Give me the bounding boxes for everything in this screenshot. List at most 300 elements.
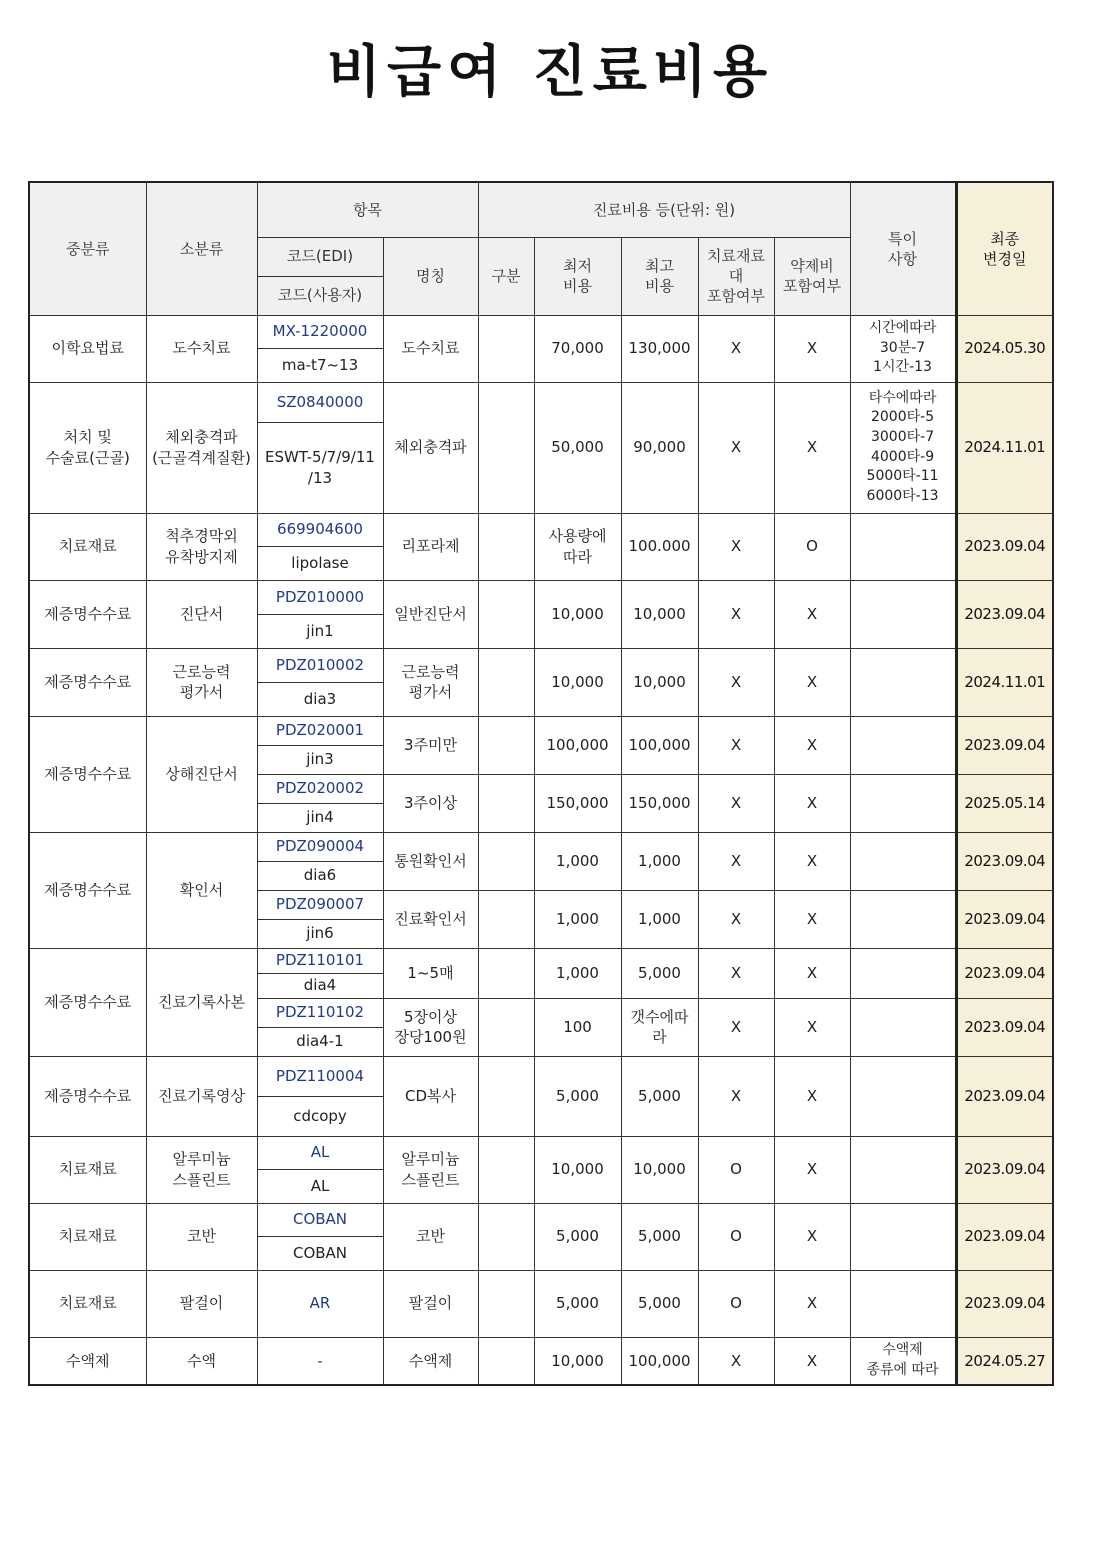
name-cell-text: 3주이상 <box>404 793 458 812</box>
code-edi-cell <box>257 998 383 1027</box>
min-cost-cell-text: 100 <box>563 1017 592 1036</box>
drug-included-cell-text: X <box>806 1160 818 1179</box>
mid-category-cell <box>29 1056 146 1136</box>
sub-category-cell-text: 체외충격파 (근골격계질환) <box>152 428 251 467</box>
material-included-cell <box>698 948 774 998</box>
division-cell <box>478 513 534 580</box>
code-edi-cell <box>257 1270 383 1337</box>
table-row <box>29 832 1053 861</box>
drug-included-cell <box>774 382 850 513</box>
last-changed-cell <box>956 315 1053 382</box>
division-cell <box>478 1136 534 1203</box>
material-included-cell <box>698 315 774 382</box>
material-included-cell-text: X <box>730 1351 742 1370</box>
drug-included-cell <box>774 774 850 832</box>
code-user-cell <box>257 1236 383 1270</box>
last-changed-cell-text: 2023.09.04 <box>964 1227 1046 1246</box>
drug-included-cell <box>774 716 850 774</box>
code-edi-cell-text: PDZ110102 <box>275 1003 365 1022</box>
code-edi-cell-text: PDZ010000 <box>275 587 365 606</box>
code-user-cell <box>257 1169 383 1203</box>
material-included-cell-text: X <box>730 963 742 982</box>
table-row <box>29 315 1053 348</box>
last-changed-cell-text: 2023.09.04 <box>964 735 1046 754</box>
name-cell <box>383 716 478 774</box>
notes-cell <box>850 648 956 716</box>
mid-category-cell-text: 제증명수수료 <box>44 880 132 899</box>
name-cell-text: 일반진단서 <box>394 604 467 623</box>
mid-category-cell-text: 제증명수수료 <box>44 764 132 783</box>
name-cell-text: 3주미만 <box>404 735 458 754</box>
mid-category-cell-text: 치료재료 <box>58 537 117 556</box>
min-cost-cell-text: 10,000 <box>551 672 604 691</box>
material-included-cell <box>698 1337 774 1385</box>
min-cost-cell-text: 1,000 <box>556 851 599 870</box>
name-cell <box>383 580 478 648</box>
max-cost-cell <box>621 890 698 948</box>
drug-included-cell-text: X <box>806 793 818 812</box>
mid-category-cell-text: 처치 및 수술료(근골) <box>45 428 130 467</box>
max-cost-cell-text: 150,000 <box>628 793 691 812</box>
header-item: 항목 <box>257 182 478 237</box>
table-row <box>29 1337 1053 1385</box>
last-changed-cell <box>956 1203 1053 1270</box>
sub-category-cell-text: 도수치료 <box>172 339 231 358</box>
min-cost-cell <box>534 1337 621 1385</box>
code-user-cell <box>257 919 383 948</box>
min-cost-cell-text: 1,000 <box>556 909 599 928</box>
sub-category-cell-text: 척추경막외 유착방지제 <box>165 527 238 566</box>
sub-category-cell-text: 알루미늄 스플린트 <box>172 1150 231 1189</box>
code-edi-cell <box>257 1136 383 1169</box>
notes-cell <box>850 1270 956 1337</box>
max-cost-cell <box>621 1136 698 1203</box>
code-user-cell <box>257 348 383 382</box>
material-included-cell-text: O <box>730 1227 742 1246</box>
name-cell <box>383 382 478 513</box>
notes-cell <box>850 580 956 648</box>
division-cell <box>478 890 534 948</box>
name-cell-text: 체외충격파 <box>394 438 467 457</box>
last-changed-cell-text: 2023.09.04 <box>964 1086 1046 1105</box>
drug-included-cell-text: X <box>806 672 818 691</box>
code-user-cell-text: jin1 <box>306 621 334 640</box>
code-edi-cell <box>257 948 383 973</box>
code-edi-cell <box>257 513 383 546</box>
header-material-included: 치료재료대 포함여부 <box>698 237 774 315</box>
material-included-cell-text: X <box>730 339 742 358</box>
notes-cell-text: 타수에따라 2000타-5 3000타-7 4000타-9 5000타-11 6000타-13 <box>866 389 939 504</box>
code-user-cell <box>257 803 383 832</box>
code-user-cell-text: dia4-1 <box>296 1032 344 1051</box>
code-user-cell-text: ma-t7~13 <box>281 355 359 374</box>
sub-category-cell-text: 진료기록영상 <box>158 1086 245 1105</box>
code-user-cell-text: lipolase <box>291 553 349 572</box>
table-row <box>29 948 1053 973</box>
material-included-cell <box>698 832 774 890</box>
drug-included-cell <box>774 948 850 998</box>
min-cost-cell-text: 사용량에 따라 <box>548 527 607 566</box>
max-cost-cell-text: 1,000 <box>638 851 681 870</box>
code-user-cell-text: cdcopy <box>293 1106 347 1125</box>
name-cell <box>383 648 478 716</box>
material-included-cell <box>698 716 774 774</box>
min-cost-cell <box>534 774 621 832</box>
sub-category-cell <box>146 832 257 948</box>
drug-included-cell <box>774 648 850 716</box>
name-cell-text: 알루미늄 스플린트 <box>401 1150 460 1189</box>
material-included-cell-text: X <box>730 1086 742 1105</box>
max-cost-cell-text: 5,000 <box>638 1227 681 1246</box>
drug-included-cell <box>774 315 850 382</box>
max-cost-cell <box>621 774 698 832</box>
code-edi-cell <box>257 716 383 745</box>
drug-included-cell <box>774 1337 850 1385</box>
header-sub-category: 소분류 <box>146 182 257 315</box>
division-cell <box>478 382 534 513</box>
max-cost-cell-text: 10,000 <box>633 672 686 691</box>
max-cost-cell <box>621 948 698 998</box>
mid-category-cell-text: 치료재료 <box>58 1227 117 1246</box>
last-changed-cell <box>956 948 1053 998</box>
code-edi-cell <box>257 580 383 614</box>
sub-category-cell <box>146 1056 257 1136</box>
sub-category-cell-text: 확인서 <box>179 880 224 899</box>
mid-category-cell-text: 제증명수수료 <box>44 672 132 691</box>
max-cost-cell-text: 100,000 <box>628 1351 691 1370</box>
notes-cell <box>850 315 956 382</box>
drug-included-cell-text: X <box>806 1227 818 1246</box>
code-edi-cell <box>257 648 383 682</box>
drug-included-cell <box>774 1056 850 1136</box>
last-changed-cell-text: 2023.09.04 <box>964 1017 1046 1036</box>
name-cell-text: 근로능력 평가서 <box>401 662 460 701</box>
header-min-cost: 최저 비용 <box>534 237 621 315</box>
mid-category-cell <box>29 716 146 832</box>
division-cell <box>478 1056 534 1136</box>
code-edi-cell <box>257 832 383 861</box>
material-included-cell-text: X <box>730 735 742 754</box>
code-user-cell-text: dia6 <box>303 866 337 885</box>
drug-included-cell <box>774 1136 850 1203</box>
code-user-cell <box>257 546 383 580</box>
mid-category-cell <box>29 580 146 648</box>
notes-cell <box>850 998 956 1056</box>
division-cell <box>478 648 534 716</box>
material-included-cell-text: O <box>730 1294 742 1313</box>
division-cell <box>478 580 534 648</box>
name-cell <box>383 890 478 948</box>
name-cell <box>383 832 478 890</box>
sub-category-cell <box>146 1203 257 1270</box>
max-cost-cell <box>621 1056 698 1136</box>
last-changed-cell <box>956 1270 1053 1337</box>
code-user-cell <box>257 1096 383 1136</box>
max-cost-cell <box>621 832 698 890</box>
division-cell <box>478 774 534 832</box>
max-cost-cell-text: 10,000 <box>633 1160 686 1179</box>
max-cost-cell <box>621 580 698 648</box>
max-cost-cell-text: 100,000 <box>628 735 691 754</box>
min-cost-cell-text: 5,000 <box>556 1294 599 1313</box>
last-changed-cell-text: 2023.09.04 <box>964 963 1046 982</box>
notes-cell-text: 시간에따라 30분-7 1시간-13 <box>868 320 937 376</box>
last-changed-cell <box>956 1056 1053 1136</box>
max-cost-cell <box>621 1270 698 1337</box>
sub-category-cell-text: 근로능력 평가서 <box>172 662 231 701</box>
last-changed-cell-text: 2023.09.04 <box>964 1160 1046 1179</box>
max-cost-cell-text: 갯수에따 라 <box>630 1007 689 1046</box>
sub-category-cell-text: 진단서 <box>179 604 224 623</box>
code-user-cell <box>257 682 383 716</box>
sub-category-cell <box>146 716 257 832</box>
notes-cell <box>850 513 956 580</box>
code-user-cell-text: COBAN <box>292 1243 348 1262</box>
name-cell-text: 팔걸이 <box>408 1294 453 1313</box>
last-changed-cell-text: 2024.05.27 <box>964 1351 1046 1370</box>
material-included-cell <box>698 382 774 513</box>
min-cost-cell <box>534 716 621 774</box>
max-cost-cell-text: 130,000 <box>628 339 691 358</box>
drug-included-cell-text: X <box>806 909 818 928</box>
sub-category-cell-text: 팔걸이 <box>179 1294 224 1313</box>
last-changed-cell <box>956 580 1053 648</box>
min-cost-cell <box>534 648 621 716</box>
table-row <box>29 1203 1053 1236</box>
name-cell-text: 진료확인서 <box>394 909 467 928</box>
notes-cell <box>850 716 956 774</box>
name-cell <box>383 315 478 382</box>
material-included-cell-text: X <box>730 793 742 812</box>
material-included-cell <box>698 774 774 832</box>
material-included-cell <box>698 1056 774 1136</box>
division-cell <box>478 716 534 774</box>
name-cell <box>383 513 478 580</box>
material-included-cell <box>698 648 774 716</box>
drug-included-cell <box>774 513 850 580</box>
code-user-cell-text: AL <box>310 1176 330 1195</box>
last-changed-cell-text: 2024.11.01 <box>964 438 1046 457</box>
mid-category-cell <box>29 1337 146 1385</box>
mid-category-cell-text: 치료재료 <box>58 1160 117 1179</box>
mid-category-cell-text: 제증명수수료 <box>44 1086 132 1105</box>
min-cost-cell <box>534 1270 621 1337</box>
min-cost-cell <box>534 832 621 890</box>
name-cell-text: 도수치료 <box>401 339 460 358</box>
code-edi-cell-text: PDZ090007 <box>275 895 365 914</box>
last-changed-cell-text: 2023.09.04 <box>964 909 1046 928</box>
sub-category-cell-text: 코반 <box>187 1227 216 1246</box>
last-changed-cell-text: 2023.09.04 <box>964 1294 1046 1313</box>
max-cost-cell <box>621 1337 698 1385</box>
last-changed-cell <box>956 648 1053 716</box>
min-cost-cell <box>534 948 621 998</box>
drug-included-cell <box>774 998 850 1056</box>
drug-included-cell-text: X <box>806 604 818 623</box>
division-cell <box>478 832 534 890</box>
mid-category-cell <box>29 648 146 716</box>
code-edi-cell-text: PDZ110101 <box>275 951 365 970</box>
mid-category-cell <box>29 1203 146 1270</box>
min-cost-cell <box>534 315 621 382</box>
header-notes: 특이 사항 <box>850 182 956 315</box>
code-edi-cell-text: 669904600 <box>277 520 363 539</box>
drug-included-cell-text: X <box>806 1017 818 1036</box>
mid-category-cell <box>29 832 146 948</box>
last-changed-cell <box>956 998 1053 1056</box>
drug-included-cell-text: X <box>806 438 818 457</box>
header-mid-category: 중분류 <box>29 182 146 315</box>
table-row <box>29 716 1053 745</box>
material-included-cell-text: X <box>730 1017 742 1036</box>
division-cell <box>478 948 534 998</box>
max-cost-cell-text: 5,000 <box>638 1294 681 1313</box>
code-edi-cell-text: AL <box>310 1143 330 1162</box>
code-user-cell <box>257 614 383 648</box>
code-edi-cell-text: AR <box>309 1294 331 1313</box>
max-cost-cell <box>621 315 698 382</box>
material-included-cell-text: X <box>730 438 742 457</box>
drug-included-cell-text: X <box>806 1351 818 1370</box>
table-row <box>29 1056 1053 1096</box>
notes-cell <box>850 948 956 998</box>
min-cost-cell-text: 150,000 <box>546 793 609 812</box>
name-cell <box>383 1136 478 1203</box>
min-cost-cell-text: 5,000 <box>556 1086 599 1105</box>
drug-included-cell-text: X <box>806 851 818 870</box>
code-user-cell-text: jin4 <box>306 808 334 827</box>
last-changed-cell <box>956 1136 1053 1203</box>
material-included-cell-text: X <box>730 537 742 556</box>
name-cell-text: 리포라제 <box>401 537 460 556</box>
header-code-edi: 코드(EDI) <box>257 237 383 276</box>
last-changed-cell-text: 2023.09.04 <box>964 851 1046 870</box>
code-edi-cell <box>257 1337 383 1385</box>
code-edi-cell-text: PDZ020002 <box>275 779 365 798</box>
code-user-cell <box>257 745 383 774</box>
material-included-cell <box>698 1270 774 1337</box>
code-edi-cell-text: COBAN <box>292 1210 348 1229</box>
max-cost-cell-text: 100.000 <box>628 537 691 556</box>
drug-included-cell-text: X <box>806 339 818 358</box>
material-included-cell <box>698 1136 774 1203</box>
mid-category-cell-text: 제증명수수료 <box>44 992 132 1011</box>
min-cost-cell-text: 1,000 <box>556 963 599 982</box>
min-cost-cell <box>534 890 621 948</box>
last-changed-cell-text: 2023.09.04 <box>964 604 1046 623</box>
code-edi-cell-text: - <box>317 1351 323 1370</box>
code-user-cell <box>257 861 383 890</box>
max-cost-cell <box>621 1203 698 1270</box>
material-included-cell-text: O <box>730 1160 742 1179</box>
notes-cell-text: 수액제 종류에 따라 <box>866 1342 939 1378</box>
mid-category-cell <box>29 948 146 1056</box>
name-cell <box>383 1056 478 1136</box>
mid-category-cell <box>29 382 146 513</box>
max-cost-cell-text: 5,000 <box>638 1086 681 1105</box>
min-cost-cell <box>534 382 621 513</box>
last-changed-cell-text: 2025.05.14 <box>964 793 1046 812</box>
notes-cell <box>850 1136 956 1203</box>
mid-category-cell <box>29 1136 146 1203</box>
name-cell-text: 코반 <box>416 1227 445 1246</box>
sub-category-cell <box>146 948 257 1056</box>
drug-included-cell <box>774 890 850 948</box>
table-row <box>29 580 1053 614</box>
last-changed-cell-text: 2024.11.01 <box>964 672 1046 691</box>
last-changed-cell-text: 2023.09.04 <box>964 537 1046 556</box>
code-user-cell-text: ESWT-5/7/9/11 /13 <box>265 448 375 487</box>
sub-category-cell <box>146 1270 257 1337</box>
division-cell <box>478 315 534 382</box>
last-changed-cell-text: 2024.05.30 <box>964 339 1046 358</box>
max-cost-cell-text: 1,000 <box>638 909 681 928</box>
mid-category-cell <box>29 513 146 580</box>
code-edi-cell-text: PDZ090004 <box>275 837 365 856</box>
code-edi-cell <box>257 774 383 803</box>
material-included-cell-text: X <box>730 851 742 870</box>
notes-cell <box>850 890 956 948</box>
notes-cell <box>850 1056 956 1136</box>
max-cost-cell <box>621 998 698 1056</box>
drug-included-cell-text: O <box>806 537 818 556</box>
mid-category-cell-text: 이학요법료 <box>51 339 124 358</box>
max-cost-cell <box>621 513 698 580</box>
table-row <box>29 513 1053 546</box>
header-division: 구분 <box>478 237 534 315</box>
min-cost-cell-text: 100,000 <box>546 735 609 754</box>
sub-category-cell-text: 수액 <box>187 1351 216 1370</box>
min-cost-cell-text: 50,000 <box>551 438 604 457</box>
code-edi-cell-text: MX-1220000 <box>272 322 368 341</box>
table-row <box>29 1136 1053 1169</box>
last-changed-cell <box>956 382 1053 513</box>
sub-category-cell <box>146 1136 257 1203</box>
code-edi-cell-text: SZ0840000 <box>276 392 364 411</box>
max-cost-cell <box>621 648 698 716</box>
division-cell <box>478 1337 534 1385</box>
code-edi-cell-text: PDZ110004 <box>275 1066 365 1085</box>
mid-category-cell-text: 수액제 <box>66 1351 110 1370</box>
last-changed-cell <box>956 716 1053 774</box>
code-edi-cell-text: PDZ010002 <box>275 655 365 674</box>
material-included-cell <box>698 580 774 648</box>
table-row <box>29 648 1053 682</box>
min-cost-cell-text: 5,000 <box>556 1227 599 1246</box>
min-cost-cell <box>534 580 621 648</box>
min-cost-cell-text: 10,000 <box>551 604 604 623</box>
sub-category-cell-text: 진료기록사본 <box>158 992 245 1011</box>
sub-category-cell-text: 상해진단서 <box>165 764 238 783</box>
min-cost-cell <box>534 1136 621 1203</box>
mid-category-cell-text: 치료재료 <box>58 1294 117 1313</box>
sub-category-cell <box>146 315 257 382</box>
material-included-cell <box>698 513 774 580</box>
notes-cell <box>850 774 956 832</box>
code-user-cell-text: jin3 <box>306 750 334 769</box>
name-cell <box>383 948 478 998</box>
code-edi-cell <box>257 382 383 422</box>
last-changed-cell <box>956 774 1053 832</box>
name-cell <box>383 774 478 832</box>
material-included-cell <box>698 998 774 1056</box>
min-cost-cell-text: 70,000 <box>551 339 604 358</box>
division-cell <box>478 998 534 1056</box>
last-changed-cell <box>956 1337 1053 1385</box>
material-included-cell <box>698 890 774 948</box>
mid-category-cell <box>29 315 146 382</box>
page-title: 비급여 진료비용 <box>326 40 774 105</box>
